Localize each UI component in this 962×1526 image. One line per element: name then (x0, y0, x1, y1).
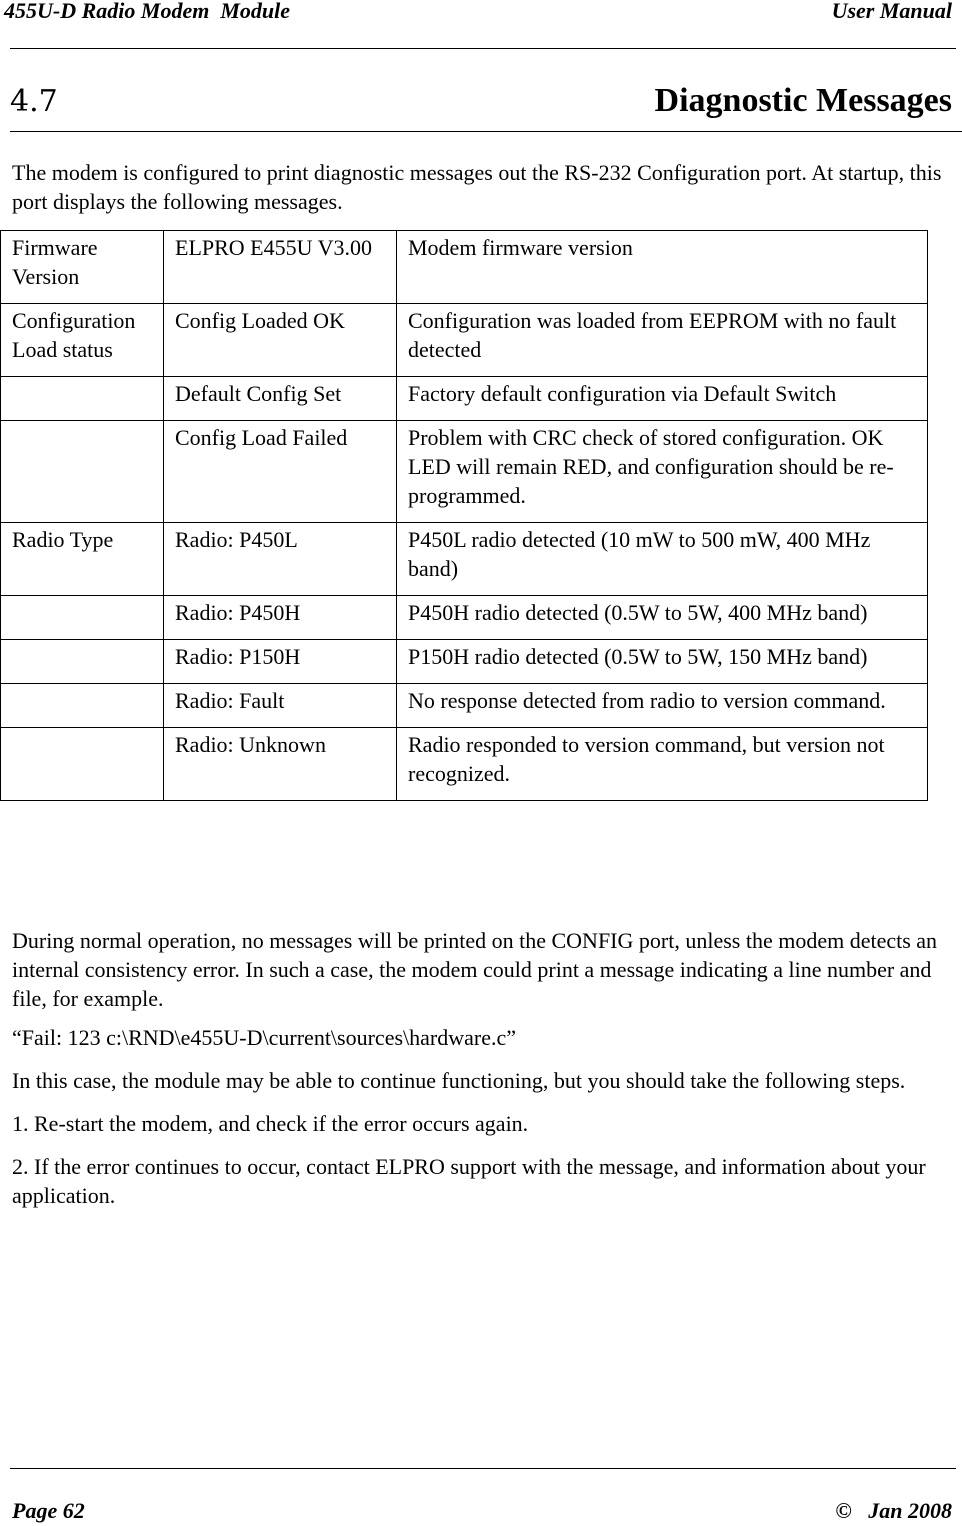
page-header (0, 0, 962, 50)
page-number: Page 62 (12, 1498, 85, 1523)
header-title: 455U-D Radio Modem Module (4, 0, 290, 23)
row-category: Configuration Load status (1, 304, 164, 377)
row-category: Radio Type (1, 523, 164, 596)
section-rule (10, 131, 962, 132)
table-row (1, 640, 928, 684)
row-category: Firmware Version (1, 231, 164, 304)
section-number: 4.7 (10, 84, 58, 119)
copyright-date: © Jan 2008 (835, 1498, 952, 1523)
row-message: Radio: P150H (164, 640, 397, 684)
row-category (1, 421, 164, 523)
row-category (1, 377, 164, 421)
header-doc-type: User Manual (831, 0, 952, 23)
table-row (1, 523, 928, 596)
row-description: P450L radio detected (10 mW to 500 mW, 400 MHz band) (397, 523, 928, 596)
section-title: Diagnostic Messages (654, 82, 952, 119)
row-message: Radio: Unknown (164, 728, 397, 801)
step-1: 1. Re-start the modem, and check if the error occurs again. (12, 1111, 529, 1136)
intro-paragraph: The modem is configured to print diagnostic messages out the RS-232 Configuration port. At startup, this port displays the following messages. (12, 160, 942, 214)
row-description: No response detected from radio to version command. (397, 684, 928, 728)
row-message: Radio: Fault (164, 684, 397, 728)
table-row (1, 304, 928, 377)
paragraph-steps-intro: In this case, the module may be able to continue functioning, but you should take the following steps. (12, 1068, 906, 1093)
row-message: Config Loaded OK (164, 304, 397, 377)
row-category (1, 728, 164, 801)
table-row (1, 728, 928, 801)
row-description: Configuration was loaded from EEPROM with no fault detected (397, 304, 928, 377)
footer-rule (10, 1468, 956, 1469)
row-description: P450H radio detected (0.5W to 5W, 400 MHz band) (397, 596, 928, 640)
diagnostic-messages-table (0, 230, 928, 801)
row-description: P150H radio detected (0.5W to 5W, 150 MHz band) (397, 640, 928, 684)
row-description: Factory default configuration via Default Switch (397, 377, 928, 421)
table-row (1, 421, 928, 523)
row-message: Config Load Failed (164, 421, 397, 523)
row-message: Radio: P450H (164, 596, 397, 640)
body-text (12, 926, 957, 1224)
row-category (1, 684, 164, 728)
header-rule (10, 48, 956, 49)
row-message: Radio: P450L (164, 523, 397, 596)
row-message: ELPRO E455U V3.00 (164, 231, 397, 304)
table-row (1, 377, 928, 421)
row-message: Default Config Set (164, 377, 397, 421)
table-row (1, 231, 928, 304)
row-description: Radio responded to version command, but version not recognized. (397, 728, 928, 801)
row-description: Modem firmware version (397, 231, 928, 304)
row-description: Problem with CRC check of stored configuration. OK LED will remain RED, and configuration should be re-programmed. (397, 421, 928, 523)
row-category (1, 596, 164, 640)
table-row (1, 596, 928, 640)
step-2: 2. If the error continues to occur, contact ELPRO support with the message, and information about your application. (12, 1154, 926, 1208)
row-category (1, 640, 164, 684)
section-heading (10, 84, 952, 124)
example-message: “Fail: 123 c:\RND\e455U-D\current\sources\hardware.c” (12, 1025, 516, 1050)
table-row (1, 684, 928, 728)
paragraph-normal-operation: During normal operation, no messages will be printed on the CONFIG port, unless the modem detects an internal consistency error. In such a case, the modem could print a message indicating a line number and file, for example. (12, 928, 938, 1011)
